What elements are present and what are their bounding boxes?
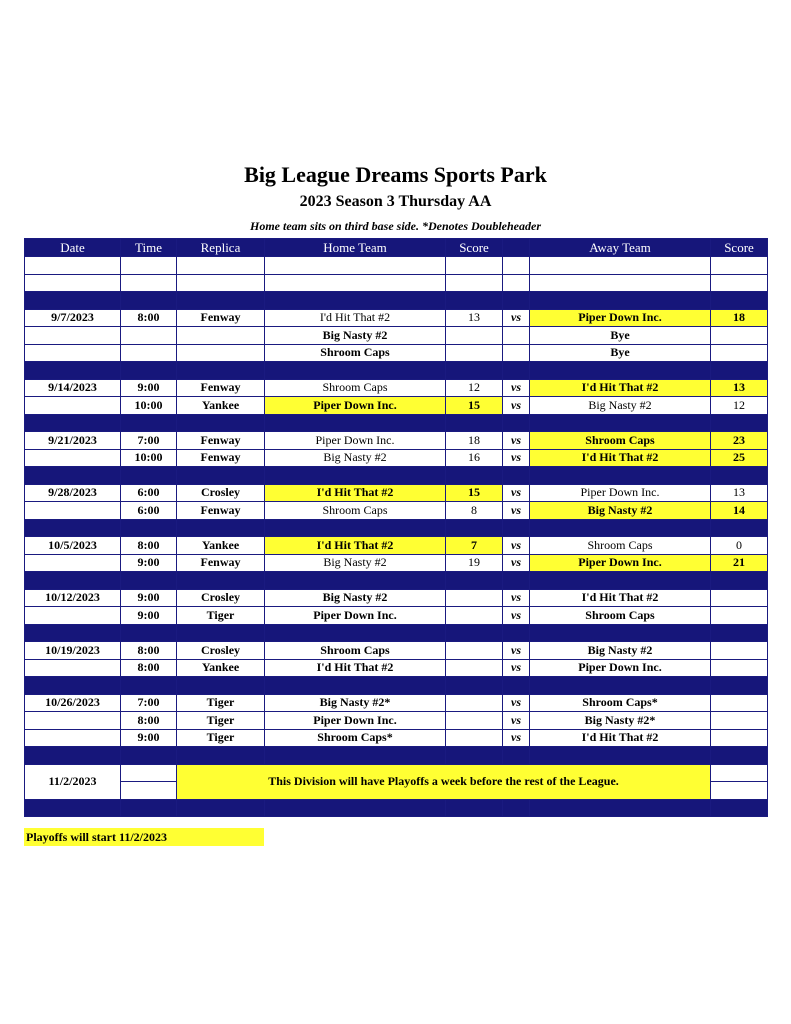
- replica-cell: Crosley: [177, 642, 265, 660]
- empty-cell: [177, 274, 265, 292]
- empty-cell: [530, 519, 711, 537]
- playoff-row: [25, 764, 768, 782]
- schedule-table: [24, 238, 768, 817]
- replica-cell: [177, 344, 265, 362]
- replica-cell: Tiger: [177, 607, 265, 625]
- date-cell: 9/7/2023: [25, 309, 121, 327]
- home-score-cell: [446, 607, 503, 625]
- empty-cell: [177, 519, 265, 537]
- empty-cell: [25, 414, 121, 432]
- home-team-cell: Piper Down Inc.: [265, 397, 446, 415]
- empty-cell: [530, 467, 711, 485]
- empty-cell: [177, 799, 265, 817]
- home-score-cell: [446, 589, 503, 607]
- empty-cell: [25, 624, 121, 642]
- time-cell: 8:00: [121, 712, 177, 730]
- empty-cell: [121, 519, 177, 537]
- home-team-cell: Shroom Caps: [265, 379, 446, 397]
- away-team-cell: Big Nasty #2: [530, 502, 711, 520]
- home-team-cell: I'd Hit That #2: [265, 537, 446, 555]
- empty-cell: [711, 747, 768, 765]
- empty-cell: [121, 572, 177, 590]
- vs-cell: vs: [503, 607, 530, 625]
- vs-cell: vs: [503, 379, 530, 397]
- away-team-cell: Shroom Caps: [530, 607, 711, 625]
- empty-cell: [25, 362, 121, 380]
- empty-cell: [177, 467, 265, 485]
- home-score-cell: 12: [446, 379, 503, 397]
- empty-cell: [503, 519, 530, 537]
- replica-cell: Fenway: [177, 432, 265, 450]
- empty-cell: [503, 414, 530, 432]
- empty-cell: [711, 764, 768, 782]
- date-cell: [25, 659, 121, 677]
- empty-cell: [503, 362, 530, 380]
- empty-cell: [265, 467, 446, 485]
- empty-cell: [25, 292, 121, 310]
- empty-cell: [121, 764, 177, 782]
- home-team-cell: Shroom Caps*: [265, 729, 446, 747]
- date-cell: [25, 449, 121, 467]
- game-row: [25, 589, 768, 607]
- home-score-cell: 13: [446, 309, 503, 327]
- empty-cell: [530, 257, 711, 275]
- empty-cell: [530, 572, 711, 590]
- empty-cell: [25, 677, 121, 695]
- empty-cell: [25, 274, 121, 292]
- empty-cell: [503, 274, 530, 292]
- col-header-away-team: Away Team: [530, 239, 711, 257]
- empty-cell: [121, 677, 177, 695]
- away-team-cell: Big Nasty #2*: [530, 712, 711, 730]
- away-score-cell: [711, 659, 768, 677]
- vs-cell: [503, 344, 530, 362]
- empty-cell: [177, 677, 265, 695]
- empty-cell: [265, 292, 446, 310]
- empty-cell: [265, 257, 446, 275]
- empty-cell: [446, 274, 503, 292]
- game-row: [25, 642, 768, 660]
- empty-cell: [121, 292, 177, 310]
- empty-cell: [503, 257, 530, 275]
- empty-cell: [265, 677, 446, 695]
- home-team-cell: Big Nasty #2: [265, 327, 446, 345]
- home-score-cell: [446, 729, 503, 747]
- game-row: [25, 379, 768, 397]
- vs-cell: vs: [503, 712, 530, 730]
- replica-cell: Tiger: [177, 729, 265, 747]
- away-score-cell: 13: [711, 379, 768, 397]
- vs-cell: vs: [503, 554, 530, 572]
- empty-cell: [503, 624, 530, 642]
- col-header-home-team: Home Team: [265, 239, 446, 257]
- game-row: [25, 659, 768, 677]
- empty-cell: [711, 782, 768, 800]
- time-cell: 9:00: [121, 607, 177, 625]
- away-score-cell: 12: [711, 397, 768, 415]
- date-cell: 10/12/2023: [25, 589, 121, 607]
- time-cell: 6:00: [121, 484, 177, 502]
- away-score-cell: 18: [711, 309, 768, 327]
- empty-cell: [711, 257, 768, 275]
- col-header-home-score: Score: [446, 239, 503, 257]
- away-team-cell: I'd Hit That #2: [530, 379, 711, 397]
- home-score-cell: 15: [446, 484, 503, 502]
- empty-cell: [530, 624, 711, 642]
- empty-cell: [711, 624, 768, 642]
- empty-cell: [530, 799, 711, 817]
- time-cell: 9:00: [121, 554, 177, 572]
- empty-cell: [711, 519, 768, 537]
- home-team-cell: I'd Hit That #2: [265, 484, 446, 502]
- vs-cell: vs: [503, 537, 530, 555]
- empty-cell: [265, 519, 446, 537]
- empty-cell: [503, 467, 530, 485]
- empty-cell: [446, 467, 503, 485]
- empty-cell: [530, 292, 711, 310]
- empty-cell: [503, 292, 530, 310]
- time-cell: 8:00: [121, 309, 177, 327]
- empty-cell: [25, 519, 121, 537]
- empty-cell: [265, 572, 446, 590]
- empty-cell: [121, 624, 177, 642]
- schedule-body: [25, 257, 768, 817]
- home-score-cell: 19: [446, 554, 503, 572]
- date-cell: 10/5/2023: [25, 537, 121, 555]
- date-cell: [25, 397, 121, 415]
- empty-cell: [25, 467, 121, 485]
- separator-row: [25, 467, 768, 485]
- date-cell: [25, 607, 121, 625]
- col-header-vs: [503, 239, 530, 257]
- empty-cell: [711, 572, 768, 590]
- separator-row: [25, 362, 768, 380]
- away-score-cell: 25: [711, 449, 768, 467]
- game-row: [25, 327, 768, 345]
- empty-cell: [121, 274, 177, 292]
- playoff-date-cell: 11/2/2023: [25, 764, 121, 799]
- vs-cell: vs: [503, 449, 530, 467]
- away-score-cell: [711, 607, 768, 625]
- empty-cell: [503, 747, 530, 765]
- empty-cell: [446, 292, 503, 310]
- home-team-cell: Shroom Caps: [265, 642, 446, 660]
- vs-cell: vs: [503, 589, 530, 607]
- blank-row: [25, 257, 768, 275]
- empty-cell: [265, 414, 446, 432]
- playoff-note: This Division will have Playoffs a week before the rest of the League.: [177, 764, 711, 799]
- away-team-cell: Piper Down Inc.: [530, 659, 711, 677]
- empty-cell: [711, 467, 768, 485]
- separator-row: [25, 572, 768, 590]
- separator-row: [25, 799, 768, 817]
- home-score-cell: [446, 642, 503, 660]
- replica-cell: Fenway: [177, 449, 265, 467]
- date-cell: 9/14/2023: [25, 379, 121, 397]
- home-score-cell: [446, 712, 503, 730]
- col-header-away-score: Score: [711, 239, 768, 257]
- replica-cell: Crosley: [177, 589, 265, 607]
- vs-cell: vs: [503, 432, 530, 450]
- replica-cell: Yankee: [177, 537, 265, 555]
- date-cell: [25, 712, 121, 730]
- empty-cell: [25, 799, 121, 817]
- empty-cell: [177, 292, 265, 310]
- empty-cell: [503, 799, 530, 817]
- away-team-cell: Bye: [530, 327, 711, 345]
- away-team-cell: I'd Hit That #2: [530, 449, 711, 467]
- empty-cell: [265, 274, 446, 292]
- vs-cell: vs: [503, 659, 530, 677]
- col-header-date: Date: [25, 239, 121, 257]
- game-row: [25, 537, 768, 555]
- away-team-cell: I'd Hit That #2: [530, 729, 711, 747]
- empty-cell: [446, 747, 503, 765]
- away-score-cell: 13: [711, 484, 768, 502]
- empty-cell: [25, 747, 121, 765]
- away-team-cell: I'd Hit That #2: [530, 589, 711, 607]
- home-team-cell: Big Nasty #2: [265, 449, 446, 467]
- empty-cell: [121, 799, 177, 817]
- empty-cell: [121, 747, 177, 765]
- away-score-cell: [711, 327, 768, 345]
- time-cell: [121, 327, 177, 345]
- header-note: Home team sits on third base side. *Denotes Doubleheader: [250, 219, 541, 233]
- away-team-cell: Shroom Caps: [530, 432, 711, 450]
- vs-cell: vs: [503, 694, 530, 712]
- home-score-cell: [446, 694, 503, 712]
- replica-cell: Tiger: [177, 694, 265, 712]
- away-score-cell: [711, 642, 768, 660]
- empty-cell: [503, 572, 530, 590]
- empty-cell: [177, 414, 265, 432]
- replica-cell: [177, 327, 265, 345]
- vs-cell: vs: [503, 484, 530, 502]
- game-row: [25, 484, 768, 502]
- away-score-cell: [711, 589, 768, 607]
- empty-cell: [530, 747, 711, 765]
- away-score-cell: 0: [711, 537, 768, 555]
- empty-cell: [446, 519, 503, 537]
- game-row: [25, 309, 768, 327]
- replica-cell: Fenway: [177, 502, 265, 520]
- empty-cell: [177, 747, 265, 765]
- away-score-cell: [711, 729, 768, 747]
- date-cell: [25, 554, 121, 572]
- empty-cell: [446, 572, 503, 590]
- home-score-cell: [446, 344, 503, 362]
- game-row: [25, 432, 768, 450]
- empty-cell: [530, 414, 711, 432]
- home-team-cell: Piper Down Inc.: [265, 607, 446, 625]
- replica-cell: Fenway: [177, 554, 265, 572]
- empty-cell: [446, 799, 503, 817]
- game-row: [25, 344, 768, 362]
- game-row: [25, 607, 768, 625]
- home-score-cell: 7: [446, 537, 503, 555]
- empty-cell: [121, 362, 177, 380]
- empty-cell: [711, 677, 768, 695]
- separator-row: [25, 519, 768, 537]
- home-team-cell: Big Nasty #2: [265, 589, 446, 607]
- home-score-cell: 8: [446, 502, 503, 520]
- time-cell: 9:00: [121, 379, 177, 397]
- empty-cell: [121, 467, 177, 485]
- empty-cell: [711, 362, 768, 380]
- away-score-cell: [711, 344, 768, 362]
- away-team-cell: Big Nasty #2: [530, 397, 711, 415]
- replica-cell: Crosley: [177, 484, 265, 502]
- home-score-cell: [446, 327, 503, 345]
- home-team-cell: I'd Hit That #2: [265, 659, 446, 677]
- date-cell: 9/21/2023: [25, 432, 121, 450]
- page-subtitle: 2023 Season 3 Thursday AA: [299, 193, 492, 210]
- empty-cell: [503, 677, 530, 695]
- empty-cell: [530, 362, 711, 380]
- time-cell: 7:00: [121, 694, 177, 712]
- time-cell: [121, 344, 177, 362]
- home-team-cell: Piper Down Inc.: [265, 432, 446, 450]
- header-row: [25, 239, 768, 257]
- empty-cell: [121, 257, 177, 275]
- date-cell: [25, 344, 121, 362]
- time-cell: 10:00: [121, 449, 177, 467]
- vs-cell: vs: [503, 397, 530, 415]
- game-row: [25, 694, 768, 712]
- time-cell: 9:00: [121, 729, 177, 747]
- empty-cell: [711, 799, 768, 817]
- home-team-cell: Shroom Caps: [265, 344, 446, 362]
- time-cell: 10:00: [121, 397, 177, 415]
- away-score-cell: 21: [711, 554, 768, 572]
- game-row: [25, 554, 768, 572]
- separator-row: [25, 747, 768, 765]
- empty-cell: [711, 292, 768, 310]
- date-cell: [25, 327, 121, 345]
- empty-cell: [446, 257, 503, 275]
- vs-cell: vs: [503, 729, 530, 747]
- empty-cell: [177, 572, 265, 590]
- away-score-cell: [711, 694, 768, 712]
- home-team-cell: Big Nasty #2: [265, 554, 446, 572]
- home-score-cell: 16: [446, 449, 503, 467]
- time-cell: 6:00: [121, 502, 177, 520]
- empty-cell: [121, 782, 177, 800]
- game-row: [25, 449, 768, 467]
- empty-cell: [25, 572, 121, 590]
- vs-cell: vs: [503, 642, 530, 660]
- replica-cell: Tiger: [177, 712, 265, 730]
- time-cell: 8:00: [121, 659, 177, 677]
- away-team-cell: Big Nasty #2: [530, 642, 711, 660]
- empty-cell: [121, 414, 177, 432]
- game-row: [25, 502, 768, 520]
- page-title: Big League Dreams Sports Park: [244, 162, 547, 187]
- empty-cell: [530, 274, 711, 292]
- date-cell: 10/26/2023: [25, 694, 121, 712]
- home-score-cell: 15: [446, 397, 503, 415]
- empty-cell: [265, 624, 446, 642]
- empty-cell: [265, 747, 446, 765]
- empty-cell: [177, 257, 265, 275]
- home-score-cell: 18: [446, 432, 503, 450]
- vs-cell: [503, 327, 530, 345]
- home-team-cell: Shroom Caps: [265, 502, 446, 520]
- away-team-cell: Shroom Caps*: [530, 694, 711, 712]
- empty-cell: [265, 362, 446, 380]
- date-cell: [25, 502, 121, 520]
- empty-cell: [25, 257, 121, 275]
- away-team-cell: Bye: [530, 344, 711, 362]
- separator-row: [25, 624, 768, 642]
- col-header-replica: Replica: [177, 239, 265, 257]
- away-score-cell: 23: [711, 432, 768, 450]
- empty-cell: [177, 624, 265, 642]
- replica-cell: Yankee: [177, 659, 265, 677]
- playoffs-start-note: Playoffs will start 11/2/2023: [24, 828, 264, 846]
- col-header-time: Time: [121, 239, 177, 257]
- vs-cell: vs: [503, 502, 530, 520]
- empty-cell: [446, 414, 503, 432]
- blank-row: [25, 274, 768, 292]
- time-cell: 8:00: [121, 537, 177, 555]
- empty-cell: [446, 677, 503, 695]
- separator-row: [25, 677, 768, 695]
- date-cell: 9/28/2023: [25, 484, 121, 502]
- home-team-cell: Piper Down Inc.: [265, 712, 446, 730]
- time-cell: 7:00: [121, 432, 177, 450]
- separator-row: [25, 414, 768, 432]
- away-team-cell: Shroom Caps: [530, 537, 711, 555]
- game-row: [25, 712, 768, 730]
- date-cell: 10/19/2023: [25, 642, 121, 660]
- replica-cell: Fenway: [177, 379, 265, 397]
- empty-cell: [177, 362, 265, 380]
- empty-cell: [446, 624, 503, 642]
- game-row: [25, 729, 768, 747]
- home-score-cell: [446, 659, 503, 677]
- empty-cell: [711, 414, 768, 432]
- game-row: [25, 397, 768, 415]
- time-cell: 9:00: [121, 589, 177, 607]
- home-team-cell: I'd Hit That #2: [265, 309, 446, 327]
- vs-cell: vs: [503, 309, 530, 327]
- away-team-cell: Piper Down Inc.: [530, 484, 711, 502]
- empty-cell: [711, 274, 768, 292]
- away-score-cell: [711, 712, 768, 730]
- date-cell: [25, 729, 121, 747]
- home-team-cell: Big Nasty #2*: [265, 694, 446, 712]
- away-team-cell: Piper Down Inc.: [530, 554, 711, 572]
- replica-cell: Yankee: [177, 397, 265, 415]
- empty-cell: [446, 362, 503, 380]
- separator-row: [25, 292, 768, 310]
- empty-cell: [530, 677, 711, 695]
- replica-cell: Fenway: [177, 309, 265, 327]
- empty-cell: [265, 799, 446, 817]
- away-team-cell: Piper Down Inc.: [530, 309, 711, 327]
- time-cell: 8:00: [121, 642, 177, 660]
- away-score-cell: 14: [711, 502, 768, 520]
